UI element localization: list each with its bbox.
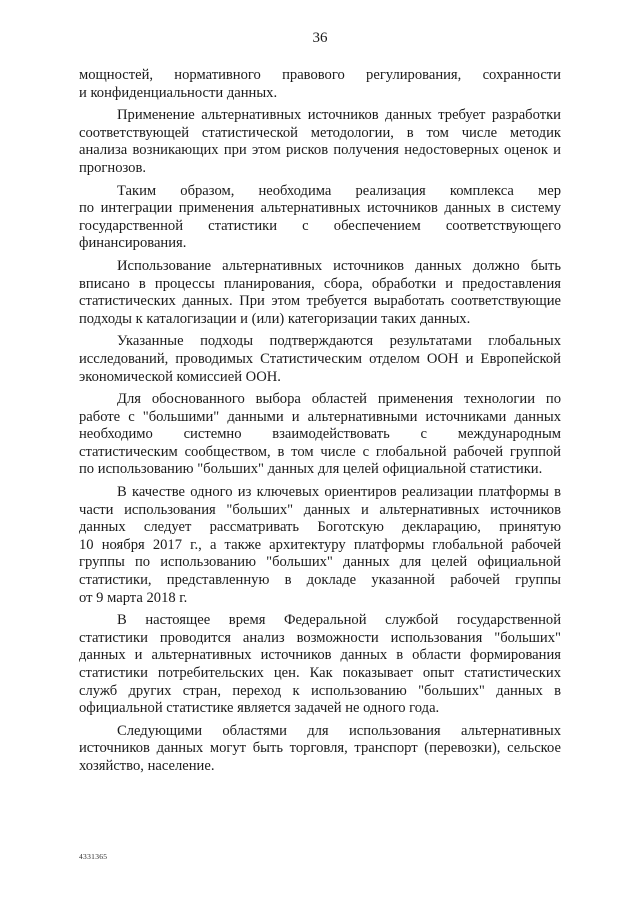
text-line: данных и альтернативных источников данных в области формирования — [79, 647, 561, 664]
text-line: части использования "больших" данных и альтернативных источников — [79, 501, 561, 518]
text-line: от 9 марта 2018 г. — [79, 589, 188, 606]
text-line: официальной статистике является задачей не одного года. — [79, 700, 440, 717]
document-code: 4331365 — [79, 852, 108, 861]
text-line: источников данных могут быть торговля, транспорт (перевозки), сельское — [79, 740, 561, 757]
text-line: и конфиденциальности данных. — [79, 84, 278, 101]
paragraph — [79, 67, 561, 102]
paragraph — [79, 612, 561, 718]
paragraph — [79, 333, 561, 386]
text-line: статистики проводится анализ возможности использования "больших" — [79, 629, 561, 646]
text-line: по интеграции применения альтернативных источников данных в систему — [79, 200, 561, 217]
text-line: 10 ноября 2017 г., а также архитектуру платформы глобальной рабочей — [79, 536, 561, 553]
text-line: подходы к каталогизации и (или) категоризации таких данных. — [79, 310, 471, 327]
text-line: государственной статистики с обеспечением соответствующего — [79, 217, 561, 234]
text-line: прогнозов. — [79, 159, 147, 176]
text-line: исследований, проводимых Статистическим отделом ООН и Европейской — [79, 350, 561, 367]
text-line: Для обоснованного выбора областей применения технологии по — [117, 391, 561, 408]
text-line: Применение альтернативных источников данных требует разработки — [117, 107, 561, 124]
text-line: Следующими областями для использования альтернативных — [117, 722, 561, 739]
paragraph — [79, 484, 561, 607]
text-line: вписано в процессы планирования, сбора, обработки и предоставления — [79, 275, 561, 292]
text-line: группы по использованию "больших" данных для целей официальной — [79, 554, 561, 571]
text-line: работе с "большими" данными и альтернативными источниками данных — [79, 408, 561, 425]
page-number: 36 — [312, 30, 328, 46]
text-line: мощностей, нормативного правового регулирования, сохранности — [79, 67, 561, 83]
text-line: Указанные подходы подтверждаются результатами глобальных — [117, 333, 561, 350]
text-line: Использование альтернативных источников данных должно быть — [117, 257, 561, 274]
text-line: анализа возникающих при этом рисков получения недостоверных оценок и — [79, 142, 561, 159]
text-line: В качестве одного из ключевых ориентиров реализации платформы в — [117, 484, 561, 501]
text-line: статистическим сообществом, в том числе с глобальной рабочей группой — [79, 443, 561, 460]
document-body — [79, 67, 561, 781]
text-line: соответствующей статистической методологии, в том числе методик — [79, 124, 561, 141]
paragraph — [79, 258, 561, 328]
paragraph — [79, 723, 561, 776]
text-line: статистических данных. При этом требуется выработать соответствующие — [79, 293, 561, 310]
text-line: служб других стран, переход к использованию "больших" данных в — [79, 682, 561, 699]
text-line: статистики потребительских цен. Как показывает опыт статистических — [79, 665, 561, 681]
text-line: данных следует рассматривать Боготскую декларацию, принятую — [79, 519, 561, 536]
text-line: хозяйство, население. — [79, 757, 215, 774]
text-line: по использованию "больших" данных для целей официальной статистики. — [79, 461, 543, 478]
text-line: статистики, представленную в докладе указанной рабочей группы — [79, 572, 561, 589]
text-line: необходимо системно взаимодействовать с международным — [79, 426, 561, 443]
text-line: экономической комиссией ООН. — [79, 368, 281, 385]
text-line: В настоящее время Федеральной службой государственной — [117, 612, 561, 629]
text-line: финансирования. — [79, 235, 187, 252]
paragraph — [79, 183, 561, 253]
paragraph — [79, 107, 561, 177]
text-line: Таким образом, необходима реализация комплекса мер — [117, 182, 561, 199]
paragraph — [79, 391, 561, 479]
